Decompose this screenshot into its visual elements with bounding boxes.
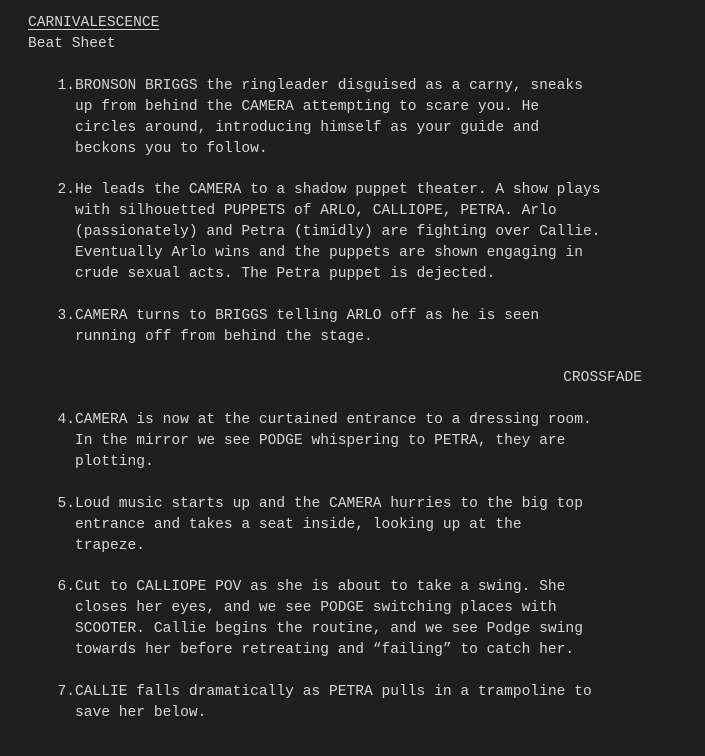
beat-item-5 bbox=[28, 494, 668, 557]
beat-text: BRONSON BRIGGS the ringleader disguised as a carny, sneaks up from behind the CAMERA attempting to scare you. He circles around, introducing himself as your guide and beckons you to follow. bbox=[75, 77, 583, 157]
beat-item-7 bbox=[28, 682, 668, 724]
beat-text: Cut to CALLIOPE POV as she is about to take a swing. She closes her eyes, and we see PODGE switching places with SCOOTER. Callie begins the routine, and we see Podge swing towards her before retreating and “failing” to catch her. bbox=[75, 579, 583, 659]
beat-list bbox=[28, 76, 668, 724]
transition-crossfade: CROSSFADE bbox=[563, 370, 642, 387]
beat-number: 4. bbox=[57, 412, 75, 429]
beat-number: 7. bbox=[57, 683, 75, 700]
beat-text: CALLIE falls dramatically as PETRA pulls in a trampoline to save her below. bbox=[75, 683, 592, 721]
document-title: CARNIVALESCENCE bbox=[28, 15, 160, 31]
beat-number: 5. bbox=[57, 495, 75, 512]
beat-item-2 bbox=[28, 180, 668, 285]
beat-item-6 bbox=[28, 577, 668, 661]
document-subtitle: Beat Sheet bbox=[28, 35, 116, 52]
beat-number: 3. bbox=[57, 307, 75, 324]
beat-text: CAMERA is now at the curtained entrance to a dressing room. In the mirror we see PODGE whispering to PETRA, they are plotting. bbox=[75, 412, 592, 471]
beat-text: Loud music starts up and the CAMERA hurries to the big top entrance and takes a seat inside, looking up at the trapeze. bbox=[75, 495, 583, 554]
beat-item-1 bbox=[28, 76, 668, 160]
beat-number: 1. bbox=[57, 77, 75, 94]
beat-text: CAMERA turns to BRIGGS telling ARLO off as he is seen running off from behind the stage. bbox=[75, 307, 540, 345]
beat-number: 2. bbox=[57, 182, 75, 199]
beat-number: 6. bbox=[57, 579, 75, 596]
beat-text: He leads the CAMERA to a shadow puppet theater. A show plays with silhouetted PUPPETS of ARLO, CALLIOPE, PETRA. Arlo (passionately) and Petra (timidly) are fighting over Callie. Eventually Arlo wins and the puppets are shown engaging in crude sexual acts. The Petra puppet is dejected. bbox=[75, 182, 601, 282]
beat-item-3 bbox=[28, 306, 668, 348]
beat-item-4 bbox=[28, 410, 668, 473]
